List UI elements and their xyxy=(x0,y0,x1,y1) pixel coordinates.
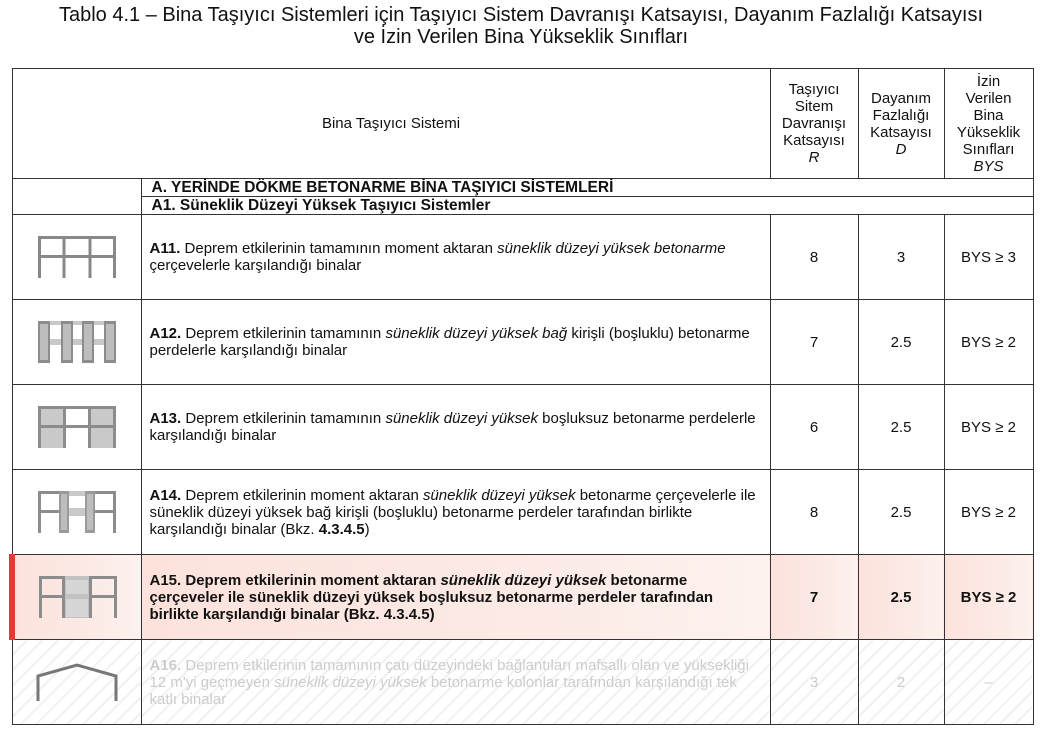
d-value: 3 xyxy=(858,215,944,300)
row-description: A15. Deprem etkilerinin moment aktaran süneklik düzeyi yüksek betonarme çerçeveler ile süneklik düzeyi yüksek boşluksuz betonarme perdeler tarafından birlikte karşılandığı binalar (Bkz. 4.3.4.5) xyxy=(141,555,770,640)
table-header-row xyxy=(12,69,1033,179)
header-d xyxy=(858,69,944,179)
d-value: 2 xyxy=(858,640,944,725)
dual-solid-icon xyxy=(38,574,118,620)
table-row-disabled xyxy=(12,640,1033,725)
d-value: 2.5 xyxy=(858,300,944,385)
r-value: 6 xyxy=(770,385,858,470)
header-r-line: Katsayısı xyxy=(783,132,845,149)
bys-value: – xyxy=(944,640,1033,725)
header-r-line: Davranışı xyxy=(781,115,847,132)
row-description: A12. Deprem etkilerinin tamamının süneklik düzeyi yüksek bağ kirişli (boşluklu) betonarme perdelerle karşılandığı binalar xyxy=(141,300,770,385)
table-caption xyxy=(0,4,1042,48)
section-a-title: A. YERİNDE DÖKME BETONARME BİNA TAŞIYICI SİSTEMLERİ xyxy=(141,179,1033,197)
header-r-symbol: R xyxy=(808,149,820,166)
table-row xyxy=(12,470,1033,555)
header-bys-line: Verilen xyxy=(965,89,1012,107)
table-row xyxy=(12,385,1033,470)
caption-line-1: Tablo 4.1 – Bina Taşıyıcı Sistemleri için Taşıyıcı Sistem Davranışı Katsayısı, Dayanım Fazlalığı Katsayısı xyxy=(58,4,984,26)
header-bys-line: Sınıfları xyxy=(962,140,1015,158)
table-row xyxy=(12,300,1033,385)
header-bys-line: İzin xyxy=(976,72,1001,90)
header-system: Bina Taşıyıcı Sistemi xyxy=(12,69,770,179)
portal-frame-icon xyxy=(35,662,119,702)
d-value: 2.5 xyxy=(858,385,944,470)
header-r-line: Taşıyıcı xyxy=(788,81,840,98)
r-value: 3 xyxy=(770,640,858,725)
table-row xyxy=(12,215,1033,300)
caption-line-2: ve İzin Verilen Bina Yükseklik Sınıfları xyxy=(353,26,689,48)
bys-value: BYS ≥ 2 xyxy=(944,470,1033,555)
frame-icon xyxy=(37,234,117,280)
bys-value: BYS ≥ 2 xyxy=(944,385,1033,470)
solid-wall-icon xyxy=(37,404,117,450)
r-value: 7 xyxy=(770,555,858,640)
coupled-wall-icon xyxy=(37,319,117,365)
header-d-line: Katsayısı xyxy=(870,123,932,141)
dual-coupled-icon xyxy=(37,489,117,535)
section-a1-title: A1. Süneklik Düzeyi Yüksek Taşıyıcı Sistemler xyxy=(141,197,1033,215)
bys-value: BYS ≥ 2 xyxy=(944,300,1033,385)
section-row-a1 xyxy=(12,197,1033,215)
d-value: 2.5 xyxy=(858,555,944,640)
header-r-line: Sitem xyxy=(794,98,834,115)
section-row-a xyxy=(12,179,1033,197)
row-description: A14. Deprem etkilerinin moment aktaran süneklik düzeyi yüksek betonarme çerçevelerle ile süneklik düzeyi yüksek bağ kirişli (boşluklu) betonarme perdeler tarafından birlikte karşılandığı binalar (Bkz. 4.3.4.5) xyxy=(141,470,770,555)
r-value: 7 xyxy=(770,300,858,385)
row-description: A11. Deprem etkilerinin tamamının moment aktaran süneklik düzeyi yüksek betonarme çerçevelerle karşılandığı binalar xyxy=(141,215,770,300)
table-row-highlighted[interactable] xyxy=(12,555,1033,640)
header-bys-line: Bina xyxy=(973,106,1004,124)
row-description: A16. Deprem etkilerinin tamamının çatı düzeyindeki bağlantıları mafsallı olan ve yüksekliği 12 m'yi geçmeyen süneklik düzeyi yüksek betonarme kolonlar tarafından karşılandığı tek katlı binalar xyxy=(141,640,770,725)
r-value: 8 xyxy=(770,470,858,555)
section-blank-cell xyxy=(12,179,141,215)
header-bys-line: Yükseklik xyxy=(956,123,1021,141)
header-d-line: Fazlalığı xyxy=(872,106,930,124)
d-value: 2.5 xyxy=(858,470,944,555)
header-bys-symbol: BYS xyxy=(973,157,1004,175)
row-description: A13. Deprem etkilerinin tamamının süneklik düzeyi yüksek boşluksuz betonarme perdelerle karşılandığı binalar xyxy=(141,385,770,470)
structural-systems-table xyxy=(9,68,1034,725)
bys-value: BYS ≥ 2 xyxy=(944,555,1033,640)
header-d-symbol: D xyxy=(895,140,907,158)
header-bys xyxy=(944,69,1033,179)
header-r xyxy=(770,69,858,179)
r-value: 8 xyxy=(770,215,858,300)
bys-value: BYS ≥ 3 xyxy=(944,215,1033,300)
header-d-line: Dayanım xyxy=(871,89,932,107)
